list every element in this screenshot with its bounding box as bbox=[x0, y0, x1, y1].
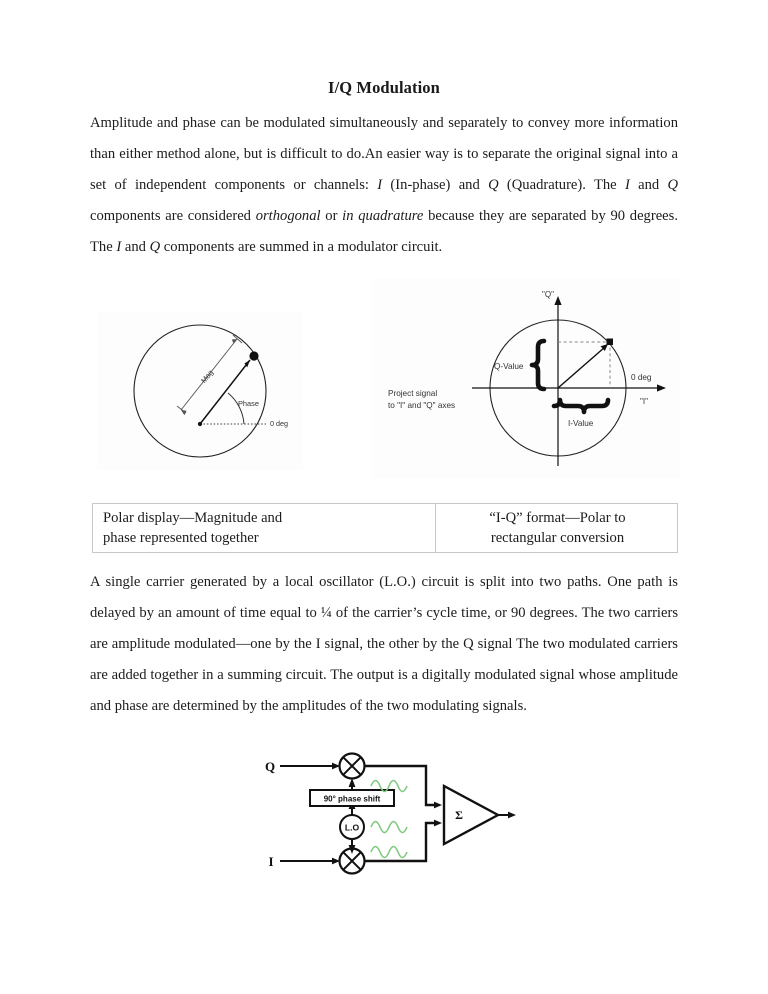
i-value-brace bbox=[554, 400, 608, 412]
output-arrowhead bbox=[508, 812, 516, 819]
figure-modulator-circuit bbox=[258, 748, 520, 888]
i-input-label: I bbox=[268, 854, 274, 869]
caption-cell-iq bbox=[436, 504, 678, 553]
figure-polar-display bbox=[97, 312, 303, 470]
page-title: I/Q Modulation bbox=[328, 78, 440, 97]
q-value-brace bbox=[532, 341, 544, 389]
q-axis-arrowhead bbox=[554, 296, 561, 305]
iq-diagram-group bbox=[388, 290, 666, 466]
q-value-label: Q-Value bbox=[494, 362, 524, 371]
figure-caption-table bbox=[92, 503, 678, 553]
summer-label: Σ bbox=[455, 808, 463, 822]
magnitude-label: Mag bbox=[199, 368, 216, 385]
phase-shift-label: 90° phase shift bbox=[323, 794, 381, 804]
phase-label: Phase bbox=[238, 399, 259, 408]
project-signal-line2: to "I" and "Q" axes bbox=[388, 401, 456, 410]
intro-text-7: because they are separated by 90 degrees. The bbox=[90, 208, 678, 255]
figure-iq-format bbox=[372, 278, 680, 478]
intro-symbol-q-1: Q bbox=[488, 177, 499, 193]
i-summer-input-arrowhead bbox=[434, 820, 442, 827]
caption-iq-line1: “I-Q” format—Polar to bbox=[489, 510, 626, 526]
q-input-label: Q bbox=[264, 759, 276, 774]
iq-zero-deg-label: 0 deg bbox=[631, 373, 652, 382]
modulator-circuit-group bbox=[265, 754, 516, 874]
polar-endpoint-dot bbox=[249, 351, 258, 360]
zero-deg-label: 0 deg bbox=[270, 419, 288, 428]
caption-polar-line2: phase represented together bbox=[103, 530, 259, 546]
caption-polar-line1: Polar display—Magnitude and bbox=[103, 510, 283, 526]
i-axis-arrowhead bbox=[657, 384, 666, 391]
intro-text-8: and bbox=[121, 239, 150, 255]
phase-arc bbox=[228, 393, 244, 424]
intro-symbol-i-2: I bbox=[624, 177, 630, 193]
intro-text-1: Amplitude and phase can be modulated simultaneously and separately to convey more information than either method alone, but is difficult to do.An easier way is to separate the original signal into a set of independent components or channels: bbox=[90, 115, 678, 193]
iq-signal-vector bbox=[558, 347, 605, 388]
intro-text-3: (Quadrature). The bbox=[498, 177, 625, 193]
polar-circle bbox=[134, 325, 266, 457]
iq-endpoint-dot bbox=[607, 339, 614, 346]
q-axis-label: "Q" bbox=[542, 290, 554, 299]
waveform-lo-branch bbox=[371, 822, 407, 833]
table-row bbox=[93, 504, 678, 553]
figure-row bbox=[90, 272, 680, 492]
waveform-i-branch bbox=[371, 847, 407, 858]
intro-emphasis-orthogonal: orthogonal bbox=[255, 208, 321, 224]
intro-symbol-i-1: I bbox=[377, 177, 383, 193]
magnitude-arrowhead-end bbox=[232, 339, 237, 344]
intro-text-2: (In-phase) and bbox=[382, 177, 489, 193]
q-summer-input-arrowhead bbox=[434, 802, 442, 809]
intro-emphasis-in-quadrature: in quadrature bbox=[342, 208, 424, 224]
project-signal-line1: Project signal bbox=[388, 389, 438, 398]
intro-symbol-q-2: Q bbox=[667, 177, 679, 193]
intro-symbol-q-3: Q bbox=[149, 239, 161, 255]
caption-iq-line2: rectangular conversion bbox=[490, 530, 625, 546]
caption-cell-polar bbox=[93, 504, 436, 553]
intro-text-4: and bbox=[629, 177, 668, 193]
summing-amplifier-triangle bbox=[444, 786, 498, 844]
paragraph-carrier: A single carrier generated by a local oscillator (L.O.) circuit is split into two paths. One path is delayed by an amount of time equal to ¼ of the carrier’s cycle time, or 90 degrees. The two carriers are amplitude modulated—one by the I signal, the other by the Q signal The two modulated carriers are added together in a summing circuit. The output is a digitally modulated signal whose amplitude and phase are determined by the amplitudes of the two modulating signals. bbox=[90, 574, 678, 714]
intro-text-9: components are summed in a modulator circuit. bbox=[160, 239, 443, 255]
intro-text-5: components are considered bbox=[90, 208, 256, 224]
i-value-label: I-Value bbox=[568, 419, 594, 428]
i-axis-label: "I" bbox=[640, 397, 648, 406]
intro-text-6: or bbox=[320, 208, 343, 224]
polar-circle-group bbox=[134, 325, 288, 457]
paragraph-intro bbox=[90, 108, 678, 263]
magnitude-extension-start bbox=[177, 406, 186, 413]
intro-symbol-i-3: I bbox=[116, 239, 122, 255]
local-oscillator-label: L.O bbox=[344, 822, 360, 833]
